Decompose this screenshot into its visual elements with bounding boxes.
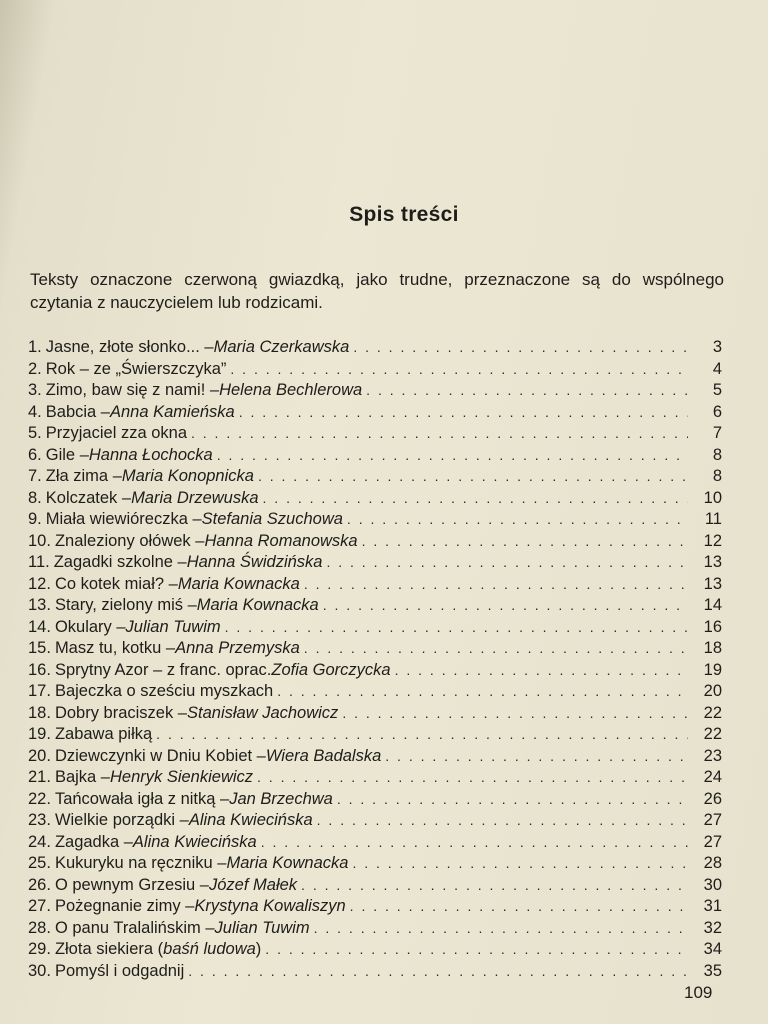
toc-entry-author: Maria Konopnicka	[121, 467, 254, 485]
toc-entry-number: 22.	[28, 789, 51, 808]
toc-entry-page: 31	[703, 897, 722, 915]
toc-entry	[28, 639, 722, 661]
toc-entry-title: Złota siekiera (	[54, 940, 164, 958]
toc-entry	[28, 725, 722, 747]
toc-entry-number: 25.	[28, 854, 51, 872]
toc-entry-page: 10	[703, 488, 722, 507]
toc-entry	[28, 403, 722, 425]
toc-entry-author: Maria Kownacka	[196, 596, 319, 614]
toc-entry-title: Kolczatek –	[45, 488, 132, 507]
toc-entry-author: Maria Czerkawska	[213, 338, 350, 356]
dot-leader	[347, 511, 688, 527]
dot-leader	[257, 769, 688, 785]
toc-entry-title: Dziewczynki w Dniu Kobiet –	[54, 746, 266, 765]
toc-entry-page: 30	[703, 875, 722, 894]
toc-entry-page: 19	[703, 660, 722, 679]
dot-leader	[191, 425, 688, 441]
toc-entry	[28, 876, 722, 898]
toc-entry-author: Jan Brzechwa	[229, 789, 333, 808]
toc-entry-number: 12.	[28, 574, 51, 593]
toc-entry-number: 10.	[28, 531, 51, 550]
toc-entry-page: 12	[703, 531, 722, 550]
toc-entry	[28, 338, 722, 360]
toc-entry-title: Zła zima –	[45, 467, 122, 485]
toc-entry	[28, 833, 722, 855]
toc-entry-title: Zagadki szkolne –	[53, 553, 187, 571]
toc-entry-number: 21.	[28, 768, 51, 786]
toc-entry-page: 20	[703, 682, 722, 700]
toc-entry-author: Alina Kwiecińska	[132, 832, 257, 851]
toc-entry	[28, 532, 722, 554]
toc-entry-title: Dobry braciszek –	[54, 703, 187, 722]
dot-leader	[342, 705, 688, 721]
dot-leader	[385, 748, 688, 764]
toc-entry-page: 8	[712, 445, 722, 464]
dot-leader	[395, 662, 688, 678]
toc-entry-author: Józef Małek	[209, 875, 298, 894]
toc-entry-author: Krystyna Kowaliszyn	[194, 897, 346, 915]
dot-leader	[188, 963, 688, 979]
toc-entry	[28, 811, 722, 833]
toc-entry	[28, 553, 722, 575]
toc-entry-title: Sprytny Azor – z franc. oprac.	[54, 660, 272, 679]
toc-entry-title: Kukuryku na ręczniku –	[54, 854, 227, 872]
dot-leader	[263, 490, 688, 506]
toc-entry-page: 3	[712, 338, 722, 356]
toc-entry-title: Jasne, złote słonko... –	[45, 338, 214, 356]
toc-entry-title: Rok – ze „Świerszczyka”	[45, 359, 227, 378]
toc-entry-title: Bajeczka o sześciu myszkach	[54, 682, 274, 700]
dot-leader	[156, 726, 688, 742]
dot-leader	[217, 447, 688, 463]
toc-entry-page: 35	[703, 961, 722, 980]
toc-entry-page: 4	[712, 359, 722, 378]
dot-leader	[362, 533, 688, 549]
toc-entry-page: 16	[703, 617, 722, 636]
dot-leader	[261, 834, 688, 850]
toc-entry	[28, 940, 722, 962]
dot-leader	[304, 576, 688, 592]
dot-leader	[265, 941, 688, 957]
toc-entry-author: Hanna Romanowska	[204, 531, 358, 550]
dot-leader	[314, 920, 688, 936]
toc-entry	[28, 575, 722, 597]
toc-entry-title: O pewnym Grzesiu –	[54, 875, 209, 894]
toc-entry-number: 18.	[28, 703, 51, 722]
toc-entry	[28, 489, 722, 511]
dot-leader	[350, 898, 688, 914]
toc-entry-author: Hanna Świdzińska	[186, 553, 323, 571]
toc-entry	[28, 424, 722, 446]
toc-entry-number: 29.	[28, 940, 51, 958]
toc-entry-title: Co kotek miał? –	[54, 574, 178, 593]
dot-leader	[258, 468, 688, 484]
toc-entry-page: 27	[703, 811, 722, 829]
toc-entry-number: 2.	[28, 359, 42, 378]
toc-entry	[28, 962, 722, 984]
dot-leader	[323, 597, 688, 613]
toc-entry-number: 23.	[28, 811, 51, 829]
toc-entry	[28, 618, 722, 640]
toc-entry	[28, 897, 722, 919]
toc-entry-number: 28.	[28, 918, 51, 937]
toc-entry	[28, 510, 722, 532]
toc-entry-number: 19.	[28, 725, 51, 743]
toc-entry-title: Stary, zielony miś –	[54, 596, 197, 614]
dot-leader	[277, 683, 688, 699]
toc-entry-author: Julian Tuwim	[125, 617, 221, 636]
toc-entry-number: 15.	[28, 639, 51, 657]
toc-entry-number: 8.	[28, 488, 42, 507]
toc-entry	[28, 704, 722, 726]
toc-entry-author: Wiera Badalska	[265, 746, 382, 765]
toc-entry-author: Maria Kownacka	[177, 574, 300, 593]
toc-entry-number: 1.	[28, 338, 42, 356]
toc-entry-page: 14	[703, 596, 722, 614]
toc-entry-page: 34	[703, 940, 722, 958]
toc-entry-number: 24.	[28, 832, 51, 851]
toc-entry-title: Gile –	[45, 445, 89, 464]
intro-paragraph: Teksty oznaczone czerwoną gwiazdką, jako trudne, przeznaczone są do wspólnego czytania z nauczycielem lub rodzicami.	[30, 270, 724, 312]
toc-entry-page: 32	[703, 918, 722, 937]
toc-entry-author: Julian Tuwim	[214, 918, 310, 937]
toc-entry-title: Masz tu, kotku –	[54, 639, 176, 657]
dot-leader	[225, 619, 688, 635]
toc-entry	[28, 854, 722, 876]
dot-leader	[301, 877, 688, 893]
toc-entry-number: 4.	[28, 402, 42, 421]
dot-leader	[304, 640, 688, 656]
toc-entry	[28, 768, 722, 790]
toc-entry-page: 26	[703, 789, 722, 808]
toc-entry-title: Pomyśl i odgadnij	[54, 961, 185, 980]
toc-entry-title: Tańcowała igła z nitką –	[54, 789, 230, 808]
dot-leader	[239, 404, 688, 420]
toc-entry-page: 23	[703, 746, 722, 765]
toc-entry-title: Miała wiewióreczka –	[45, 510, 202, 528]
toc-entry	[28, 661, 722, 683]
toc-entry-page: 13	[703, 574, 722, 593]
toc-entry-author: Henryk Sienkiewicz	[109, 768, 254, 786]
toc-entry-number: 7.	[28, 467, 42, 485]
toc-entry-number: 3.	[28, 381, 42, 399]
toc-entry-page: 22	[703, 703, 722, 722]
toc-entry	[28, 381, 722, 403]
toc-entry	[28, 747, 722, 769]
toc-entry-author: Anna Kamieńska	[109, 402, 235, 421]
toc-entry-number: 9.	[28, 510, 42, 528]
toc-entry	[28, 919, 722, 941]
table-of-contents	[28, 338, 722, 983]
toc-entry-title: Wielkie porządki –	[54, 811, 189, 829]
dot-leader	[353, 339, 688, 355]
toc-entry-title: Znaleziony ołówek –	[54, 531, 205, 550]
toc-entry-number: 30.	[28, 961, 51, 980]
dot-leader	[337, 791, 688, 807]
page-title: Spis treści	[349, 203, 459, 226]
toc-entry-number: 26.	[28, 875, 51, 894]
toc-entry	[28, 682, 722, 704]
toc-entry-number: 6.	[28, 445, 42, 464]
toc-entry-page: 11	[704, 510, 722, 528]
toc-entry-title: Bajka –	[54, 768, 110, 786]
toc-entry-author: Alina Kwiecińska	[188, 811, 313, 829]
toc-entry-page: 27	[703, 832, 722, 851]
toc-entry-title: Zabawa piłką	[54, 725, 153, 743]
toc-entry-number: 27.	[28, 897, 51, 915]
toc-entry-page: 7	[712, 424, 722, 442]
toc-entry-page: 8	[712, 467, 722, 485]
toc-entry-page: 22	[703, 725, 722, 743]
toc-entry-author: baśń ludowa	[163, 940, 256, 958]
toc-entry-page: 6	[712, 402, 722, 421]
toc-entry-number: 14.	[28, 617, 51, 636]
toc-entry-author: Maria Drzewuska	[131, 488, 259, 507]
toc-entry-page: 18	[703, 639, 722, 657]
toc-entry-author: Anna Przemyska	[175, 639, 300, 657]
dot-leader	[326, 554, 688, 570]
toc-entry-author: Zofia Gorczycka	[271, 660, 391, 679]
toc-entry-author: Stanisław Jachowicz	[187, 703, 339, 722]
dot-leader	[352, 855, 688, 871]
dot-leader	[366, 382, 688, 398]
toc-entry-author: Maria Kownacka	[226, 854, 349, 872]
toc-entry	[28, 446, 722, 468]
toc-entry-number: 5.	[28, 424, 42, 442]
toc-entry-author: Helena Bechlerowa	[219, 381, 363, 399]
toc-entry-title: O panu Tralalińskim –	[54, 918, 215, 937]
toc-entry-number: 17.	[28, 682, 51, 700]
dot-leader	[230, 361, 688, 377]
toc-entry	[28, 360, 722, 382]
toc-entry-page: 13	[703, 553, 722, 571]
toc-entry	[28, 467, 722, 489]
toc-entry-title: Pożegnanie zimy –	[54, 897, 195, 915]
toc-entry-title: Zagadka –	[54, 832, 133, 851]
page-number: 109	[684, 983, 713, 1002]
toc-entry-author: Stefania Szuchowa	[201, 510, 343, 528]
toc-entry-title: Przyjaciel zza okna	[45, 424, 187, 442]
toc-entry-page: 28	[703, 854, 722, 872]
toc-entry-number: 20.	[28, 746, 51, 765]
toc-entry-number: 13.	[28, 596, 51, 614]
toc-entry-number: 16.	[28, 660, 51, 679]
toc-entry-title: Babcia –	[45, 402, 110, 421]
toc-entry-title: Zimo, baw się z nami! –	[45, 381, 220, 399]
toc-entry	[28, 790, 722, 812]
toc-entry-number: 11.	[28, 553, 50, 571]
toc-entry-title: Okulary –	[54, 617, 126, 636]
toc-entry-page: 24	[703, 768, 722, 786]
toc-entry-suffix: )	[255, 940, 262, 958]
dot-leader	[317, 812, 688, 828]
toc-entry-page: 5	[712, 381, 722, 399]
toc-entry-author: Hanna Łochocka	[88, 445, 213, 464]
toc-entry	[28, 596, 722, 618]
